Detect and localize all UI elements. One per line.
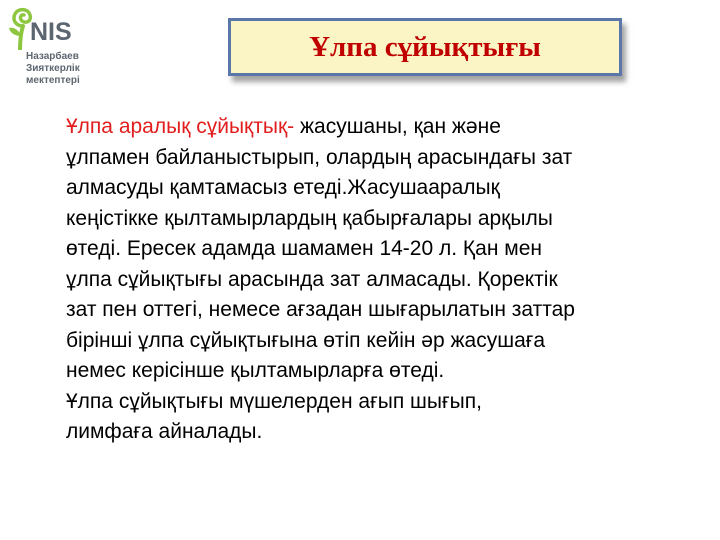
logo-school-name — [26, 51, 80, 87]
body-line: ұлпамен байланыстырып, олардың арасындағы зат — [66, 145, 573, 169]
body-paragraph — [66, 112, 706, 448]
body-line: алмасуды қамтамасыз етеді.Жасушааралық — [66, 176, 500, 199]
body-line: лимфаға айналады. — [66, 420, 263, 443]
lead-term: Ұлпа аралық сұйықтық- — [66, 115, 295, 138]
body-line: зат пен оттегі, немесе ағзадан шығарылатын заттар — [66, 298, 575, 321]
logo-brand-text: NIS — [30, 18, 72, 46]
school-logo — [4, 6, 94, 96]
body-line: өтеді. Ересек адамда шамамен 14-20 л. Қан мен — [66, 237, 542, 260]
body-line — [66, 112, 706, 143]
body-line: ұлпа сұйықтығы арасында зат алмасады. Қоректік — [66, 267, 558, 291]
title-box — [228, 18, 622, 76]
logo-line: Зияткерлік — [26, 63, 80, 74]
body-line: кеңістікке қылтамырлардың қабырғалары арқылы — [66, 206, 553, 230]
body-line: Ұлпа сұйықтығы мүшелерден ағып шығып, — [66, 389, 482, 413]
body-line-text: жасушаны, қан және — [294, 115, 501, 138]
logo-line: Назарбаев — [26, 51, 79, 62]
body-line: бірінші ұлпа сұйықтығына өтіп кейін әр жасушаға — [66, 328, 546, 352]
logo-line: мектептері — [26, 75, 80, 86]
body-line: немес керісінше қылтамырларға өтеді. — [66, 359, 445, 382]
slide-title: Ұлпа сұйықтығы — [309, 30, 541, 63]
